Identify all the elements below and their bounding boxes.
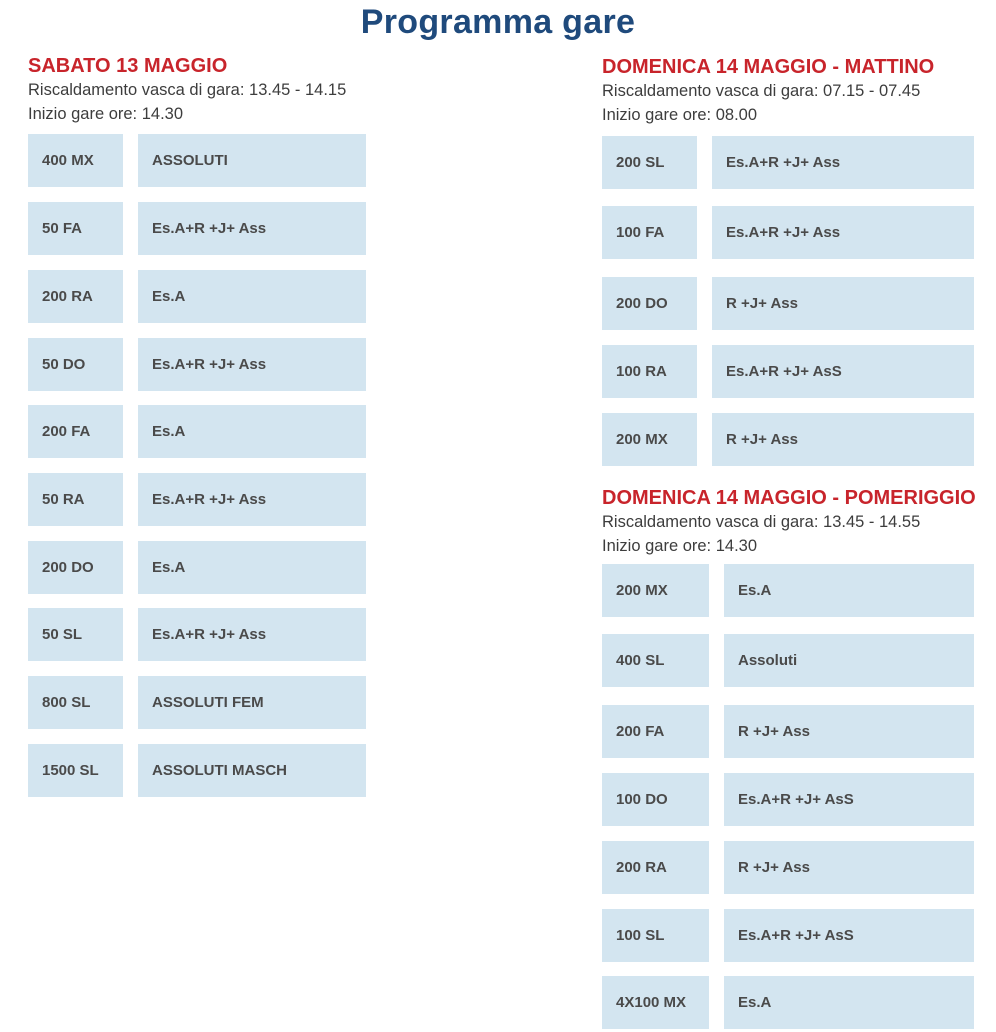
section-heading: DOMENICA 14 MAGGIO - MATTINO [602,56,935,78]
category-cell: Es.A+R +J+ Ass [712,136,974,189]
race-cell: 200 FA [602,705,709,758]
category-cell: Assoluti [724,634,974,687]
category-cell: ASSOLUTI MASCH [138,744,366,797]
category-cell: Es.A+R +J+ Ass [138,473,366,526]
category-cell: Es.A [724,564,974,617]
race-cell: 800 SL [28,676,123,729]
category-cell: ASSOLUTI FEM [138,676,366,729]
category-cell: ASSOLUTI [138,134,366,187]
category-cell: Es.A [724,976,974,1029]
race-cell: 1500 SL [28,744,123,797]
section-sunday-morning [602,55,934,127]
race-cell: 400 MX [28,134,123,187]
race-cell: 200 RA [602,841,709,894]
category-cell: Es.A [138,270,366,323]
race-cell: 200 DO [602,277,697,330]
section-sunday-afternoon [602,486,976,558]
start-time: Inizio gare ore: 08.00 [602,106,758,124]
race-cell: 200 SL [602,136,697,189]
race-cell: 100 FA [602,206,697,259]
race-cell: 200 FA [28,405,123,458]
category-cell: R +J+ Ass [712,413,974,466]
category-cell: Es.A+R +J+ Ass [138,202,366,255]
category-cell: Es.A+R +J+ AsS [712,345,974,398]
race-cell: 400 SL [602,634,709,687]
race-cell: 50 SL [28,608,123,661]
race-cell: 4X100 MX [602,976,709,1029]
race-cell: 200 MX [602,413,697,466]
warmup-time: Riscaldamento vasca di gara: 13.45 - 14.15 [28,81,347,99]
category-cell: R +J+ Ass [724,705,974,758]
start-time: Inizio gare ore: 14.30 [602,537,758,555]
category-cell: Es.A+R +J+ Ass [138,338,366,391]
category-cell: R +J+ Ass [724,841,974,894]
race-cell: 200 DO [28,541,123,594]
warmup-time: Riscaldamento vasca di gara: 07.15 - 07.45 [602,82,921,100]
section-saturday [28,54,346,126]
section-heading: SABATO 13 MAGGIO [28,55,228,77]
race-cell: 100 RA [602,345,697,398]
race-cell: 100 SL [602,909,709,962]
category-cell: Es.A+R +J+ AsS [724,909,974,962]
race-cell: 50 DO [28,338,123,391]
race-cell: 100 DO [602,773,709,826]
category-cell: R +J+ Ass [712,277,974,330]
category-cell: Es.A+R +J+ Ass [712,206,974,259]
race-cell: 200 MX [602,564,709,617]
category-cell: Es.A [138,541,366,594]
race-cell: 50 RA [28,473,123,526]
category-cell: Es.A+R +J+ AsS [724,773,974,826]
page-title: Programma gare [360,3,636,41]
start-time: Inizio gare ore: 14.30 [28,105,184,123]
section-heading: DOMENICA 14 MAGGIO - POMERIGGIO [602,487,976,509]
category-cell: Es.A [138,405,366,458]
category-cell: Es.A+R +J+ Ass [138,608,366,661]
race-cell: 50 FA [28,202,123,255]
warmup-time: Riscaldamento vasca di gara: 13.45 - 14.55 [602,513,921,531]
race-cell: 200 RA [28,270,123,323]
